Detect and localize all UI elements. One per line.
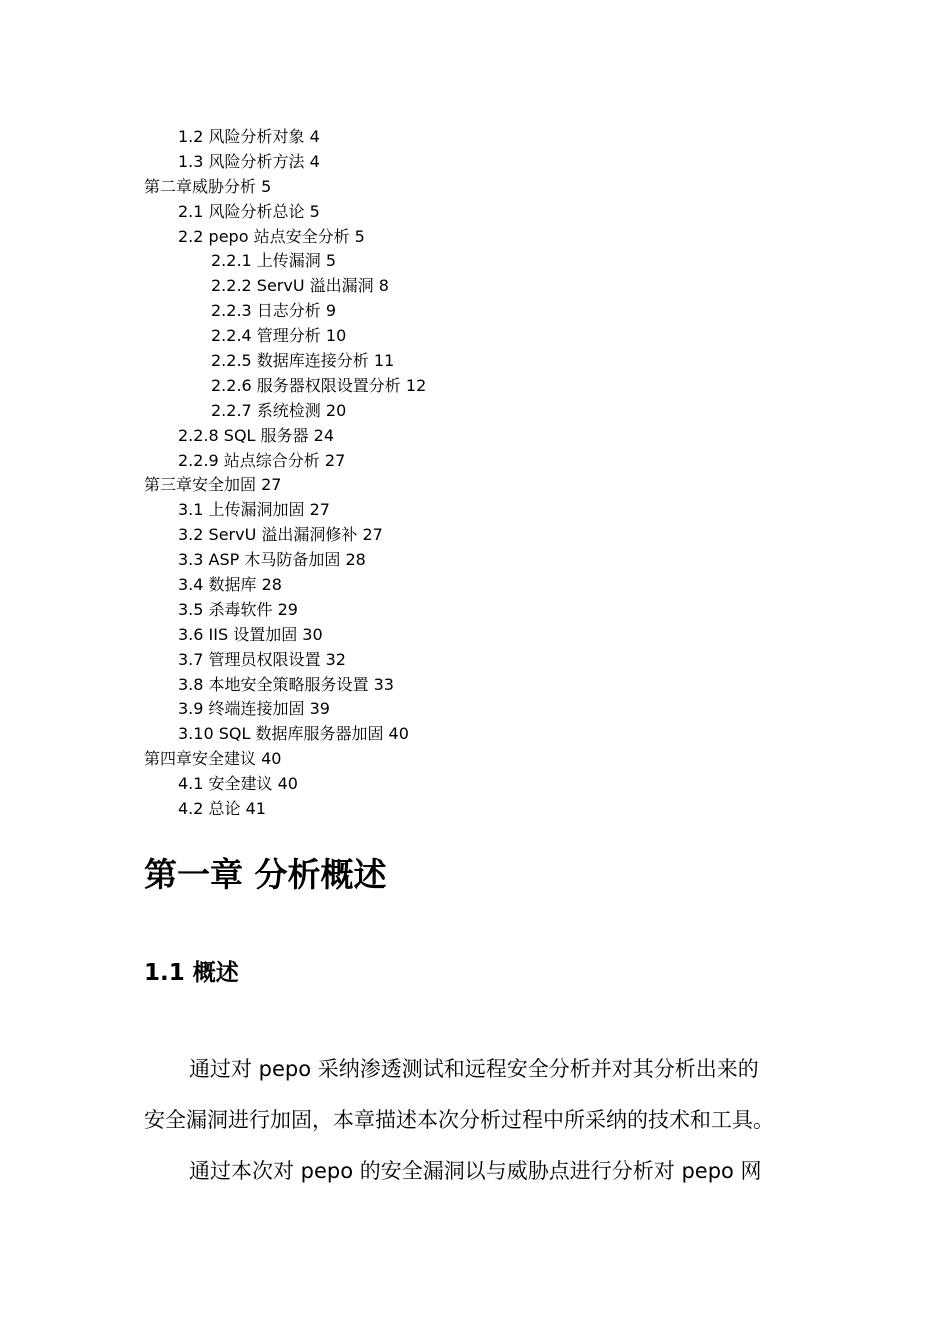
toc-entry[interactable]: 第二章威胁分析 5 xyxy=(144,176,272,196)
toc-entry[interactable]: 2.2.5 数据库连接分析 11 xyxy=(211,351,395,371)
toc-entry[interactable]: 2.2.9 站点综合分析 27 xyxy=(178,450,346,470)
toc-entry[interactable]: 3.8 本地安全策略服务设置 33 xyxy=(178,674,394,694)
section-title: 1.1 概述 xyxy=(144,960,239,986)
body-text-line: 通过本次对 pepo 的安全漏洞以与威胁点进行分析对 pepo 网 xyxy=(189,1159,762,1183)
toc-entry[interactable]: 第三章安全加固 27 xyxy=(144,475,282,495)
toc-entry[interactable]: 3.1 上传漏洞加固 27 xyxy=(178,500,330,520)
toc-entry[interactable]: 3.9 终端连接加固 39 xyxy=(178,699,330,719)
toc-entry[interactable]: 2.2.6 服务器权限设置分析 12 xyxy=(211,375,427,395)
toc-entry[interactable]: 2.2 pepo 站点安全分析 5 xyxy=(178,226,365,246)
toc-entry[interactable]: 3.10 SQL 数据库服务器加固 40 xyxy=(178,724,409,744)
body-paragraph xyxy=(144,1047,812,1200)
toc-entry[interactable]: 2.2.3 日志分析 9 xyxy=(211,301,337,321)
toc-entry[interactable]: 3.4 数据库 28 xyxy=(178,575,282,595)
toc-entry[interactable]: 2.2.2 ServU 溢出漏洞 8 xyxy=(211,276,389,296)
table-of-contents xyxy=(0,125,950,822)
toc-entry[interactable]: 4.1 安全建议 40 xyxy=(178,774,298,794)
body-text-line: 安全漏洞进行加固，本章描述本次分析过程中所采纳的技术和工具。 xyxy=(144,1108,774,1132)
toc-entry[interactable]: 1.2 风险分析对象 4 xyxy=(178,127,320,146)
toc-entry[interactable]: 3.5 杀毒软件 29 xyxy=(178,599,298,619)
toc-entry[interactable]: 3.2 ServU 溢出漏洞修补 27 xyxy=(178,525,383,545)
toc-entry[interactable]: 3.6 IIS 设置加固 30 xyxy=(178,624,323,644)
toc-entry[interactable]: 2.1 风险分析总论 5 xyxy=(178,201,320,221)
toc-entry[interactable]: 2.2.1 上传漏洞 5 xyxy=(211,251,337,271)
toc-entry[interactable]: 2.2.8 SQL 服务器 24 xyxy=(178,425,334,445)
toc-entry[interactable]: 2.2.7 系统检测 20 xyxy=(211,400,347,420)
toc-entry[interactable]: 1.3 风险分析方法 4 xyxy=(178,151,320,171)
chapter-title: 第一章 分析概述 xyxy=(144,855,387,894)
toc-entry[interactable]: 第四章安全建议 40 xyxy=(144,749,282,769)
toc-entry[interactable]: 3.3 ASP 木马防备加固 28 xyxy=(178,550,366,570)
toc-entry[interactable]: 2.2.4 管理分析 10 xyxy=(211,326,347,346)
toc-entry[interactable]: 4.2 总论 41 xyxy=(178,799,266,819)
body-text-line: 通过对 pepo 采纳渗透测试和远程安全分析并对其分析出来的 xyxy=(189,1057,759,1081)
toc-entry[interactable]: 3.7 管理员权限设置 32 xyxy=(178,649,346,669)
